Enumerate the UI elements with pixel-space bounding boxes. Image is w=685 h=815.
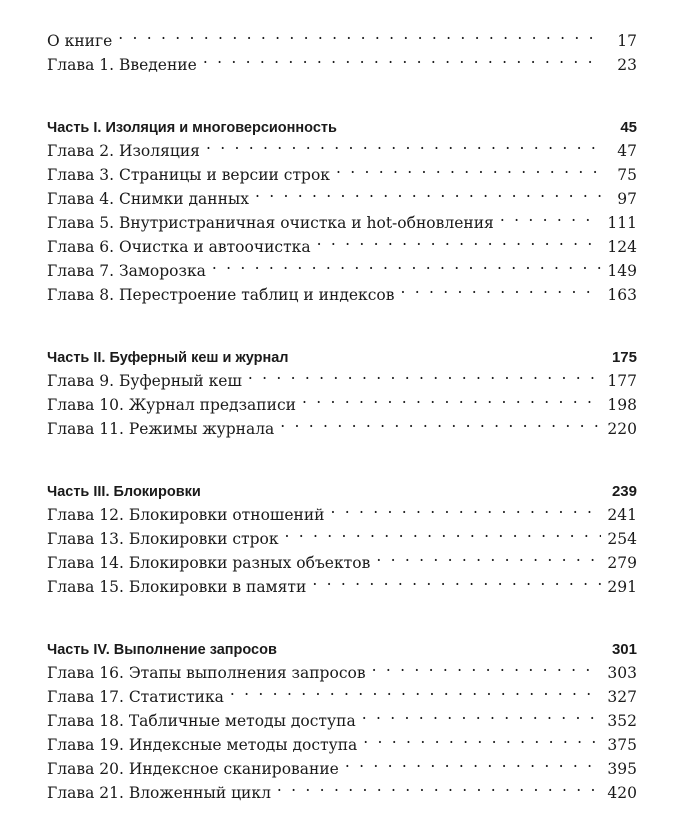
dot-leader [285,520,602,544]
part-heading[interactable] [47,472,637,500]
entry-title: Глава 7. Заморозка [47,262,206,280]
entry-page: 124 [607,238,637,256]
entry-title: Глава 3. Страницы и версии строк [47,166,330,184]
entry-title: Глава 5. Внутристраничная очистка и hot-обновления [47,214,494,232]
entry-title: Глава 2. Изоляция [47,142,200,160]
entry-page: 75 [617,166,637,184]
part-page: 45 [620,119,637,136]
toc-part-1 [47,108,637,304]
entry-page: 220 [607,420,637,438]
dot-leader [206,132,603,156]
dot-leader [317,228,602,252]
entry-page: 254 [607,530,637,548]
entry-title: Глава 15. Блокировки в памяти [47,578,307,596]
part-page: 301 [611,641,637,658]
dot-leader [363,726,601,750]
dot-leader [345,750,602,774]
toc-entry[interactable] [47,22,637,50]
dot-leader [248,362,602,386]
entry-page: 395 [607,760,637,778]
entry-title: Глава 18. Табличные методы доступа [47,712,356,730]
entry-title: Глава 20. Индексное сканирование [47,760,339,778]
toc-part-3 [47,472,637,596]
part-page: 239 [611,483,637,500]
part-title: Часть I. Изоляция и многоверсионность [47,120,337,136]
entry-page: 352 [607,712,637,730]
part-heading[interactable] [47,338,637,366]
part-page: 175 [611,349,637,366]
entry-page: 111 [607,214,637,232]
dot-leader [336,156,603,180]
entry-title: Глава 13. Блокировки строк [47,530,279,548]
dot-leader [302,386,601,410]
dot-leader [312,568,601,592]
toc-intro [47,22,637,74]
entry-title: Глава 21. Вложенный цикл [47,784,271,802]
entry-title: Глава 16. Этапы выполнения запросов [47,664,366,682]
part-title: Часть II. Буферный кеш и журнал [47,350,289,366]
part-heading[interactable] [47,630,637,658]
entry-title: Глава 19. Индексные методы доступа [47,736,358,754]
entry-page: 23 [617,56,637,74]
dot-leader [330,496,601,520]
entry-page: 163 [607,286,637,304]
entry-page: 279 [607,554,637,572]
entry-title: Глава 17. Статистика [47,688,224,706]
dot-leader [230,678,601,702]
entry-page: 327 [607,688,637,706]
entry-page: 149 [607,262,637,280]
dot-leader [255,180,603,204]
entry-page: 303 [607,664,637,682]
toc-entry[interactable] [47,46,637,74]
dot-leader [362,702,602,726]
dot-leader [118,22,603,46]
entry-page: 241 [607,506,637,524]
entry-title: Глава 6. Очистка и автоочистка [47,238,311,256]
dot-leader [400,276,601,300]
entry-title: Глава 4. Снимки данных [47,190,250,208]
entry-page: 97 [617,190,637,208]
dot-leader [372,654,602,678]
entry-page: 375 [607,736,637,754]
entry-page: 177 [607,372,637,390]
toc-part-4 [47,630,637,802]
dot-leader [500,204,602,228]
part-heading[interactable] [47,108,637,136]
dot-leader [277,774,601,798]
dot-leader [212,252,602,276]
entry-title: О книге [47,32,113,50]
toc-part-2 [47,338,637,438]
part-title: Часть III. Блокировки [47,484,201,500]
entry-title: Глава 11. Режимы журнала [47,420,275,438]
part-title: Часть IV. Выполнение запросов [47,642,277,658]
entry-page: 291 [607,578,637,596]
entry-page: 420 [607,784,637,802]
entry-page: 17 [617,32,637,50]
entry-title: Глава 9. Буферный кеш [47,372,242,390]
entry-title: Глава 12. Блокировки отношений [47,506,325,524]
entry-title: Глава 8. Перестроение таблиц и индексов [47,286,395,304]
table-of-contents [47,22,637,802]
entry-title: Глава 1. Введение [47,56,197,74]
entry-title: Глава 10. Журнал предзаписи [47,396,296,414]
dot-leader [280,410,601,434]
entry-page: 47 [617,142,637,160]
dot-leader [376,544,601,568]
entry-page: 198 [607,396,637,414]
entry-title: Глава 14. Блокировки разных объектов [47,554,371,572]
dot-leader [203,46,603,70]
